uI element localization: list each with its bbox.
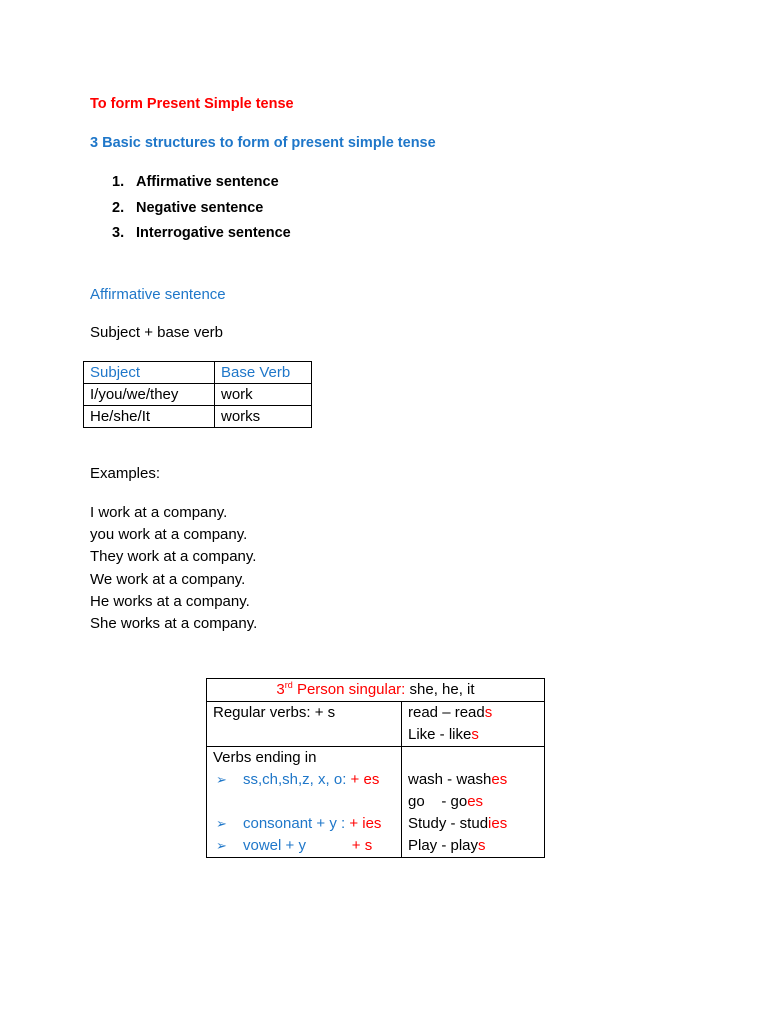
verb-example: Play - plays: [408, 837, 486, 854]
third-person-table: [206, 678, 545, 858]
verb-example: Like - likes: [408, 726, 479, 743]
example-sentence: We work at a company.: [90, 570, 246, 588]
list-number: 1.: [112, 174, 125, 190]
list-item: [112, 223, 291, 249]
ending-rule-spacer: [213, 791, 395, 813]
structures-list: [112, 172, 291, 249]
verb-example: wash - washes: [408, 771, 508, 788]
subject-table: [83, 361, 312, 428]
arrow-bullet-icon: ➢: [216, 816, 227, 831]
ending-rules: [207, 747, 402, 858]
table-cell: works: [215, 406, 312, 428]
table-header-cell: Subject: [84, 362, 215, 384]
regular-verbs-label: Regular verbs: + s: [207, 702, 402, 747]
list-label: Interrogative sentence: [136, 225, 291, 241]
example-sentence: He works at a company.: [90, 592, 250, 610]
examples-label: Examples:: [90, 465, 161, 482]
verb-example: go - goes: [408, 793, 484, 810]
list-item: [112, 172, 291, 198]
page-title: To form Present Simple tense: [90, 96, 294, 112]
table-cell: work: [215, 384, 312, 406]
verb-example: read – reads: [408, 704, 493, 721]
example-sentence: you work at a company.: [90, 526, 248, 544]
table-cell: He/she/It: [84, 406, 215, 428]
arrow-bullet-icon: ➢: [216, 772, 227, 787]
formula: Subject + base verb: [90, 324, 224, 341]
table-row: [207, 702, 545, 747]
ending-rule: ➢ vowel + y + s: [213, 835, 395, 857]
arrow-bullet-icon: ➢: [216, 838, 227, 853]
ending-rule: ➢ ss,ch,sh,z, x, o: + es: [213, 769, 395, 791]
structures-subtitle: 3 Basic structures to form of present simple tense: [90, 135, 436, 151]
regular-verbs-examples: [402, 702, 545, 747]
ending-examples: [402, 747, 545, 858]
example-sentence: They work at a company.: [90, 548, 257, 566]
table-row: [84, 384, 312, 406]
table-header-row: [207, 679, 545, 702]
table-row: [84, 406, 312, 428]
examples-list: [90, 503, 257, 636]
table-cell: I/you/we/they: [84, 384, 215, 406]
table-header-row: [84, 362, 312, 384]
list-label: Negative sentence: [136, 199, 264, 216]
ending-rule: ➢ consonant + y : + ies: [213, 813, 395, 835]
section-heading: Affirmative sentence: [90, 286, 226, 303]
verb-example: Study - studies: [408, 815, 508, 832]
ending-label: Verbs ending in: [213, 749, 317, 766]
example-sentence: I work at a company.: [90, 504, 228, 521]
third-person-header: 3rd Person singular: she, he, it: [207, 679, 545, 702]
list-label: Affirmative sentence: [136, 174, 279, 190]
list-number: 2.: [112, 199, 125, 216]
table-header-cell: Base Verb: [215, 362, 312, 384]
list-item: [112, 198, 291, 224]
list-number: 3.: [112, 225, 125, 241]
table-row: [207, 747, 545, 858]
example-sentence: She works at a company.: [90, 614, 258, 632]
